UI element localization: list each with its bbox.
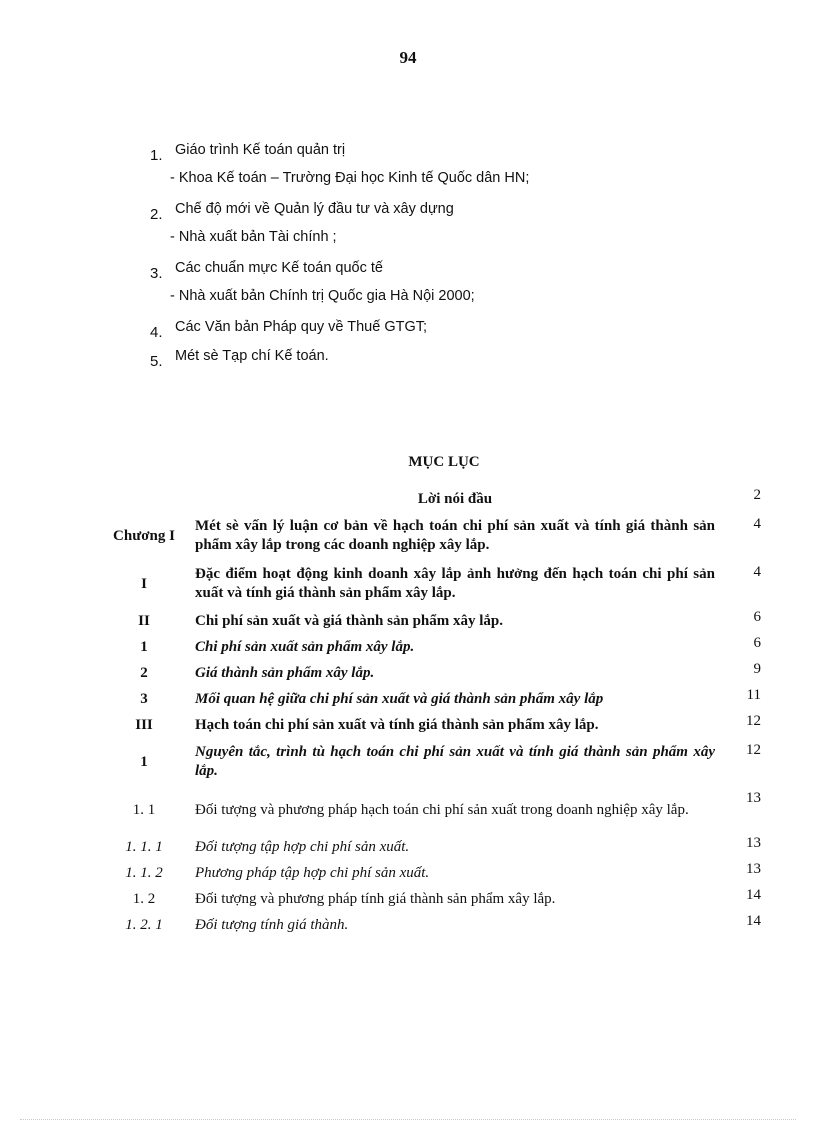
toc-page: 12 (746, 742, 761, 758)
page-number: 94 (399, 48, 417, 67)
toc-entry: Đối tượng tính giá thành. (195, 916, 349, 933)
toc-row (103, 486, 761, 512)
toc-entry: Phương pháp tập hợp chi phí sản xuất. (195, 864, 430, 881)
toc-entry: Chi phí sản xuất sản phẩm xây lắp. (195, 638, 415, 655)
toc-page: 6 (753, 635, 761, 651)
reference-title: Mét sè Tạp chí Kế toán. (175, 348, 329, 364)
toc-label: 1. 1 (132, 801, 156, 818)
toc-row (103, 608, 761, 634)
page-bottom-divider (20, 1119, 796, 1120)
reference-number: 5. (150, 353, 163, 370)
toc-row (103, 660, 761, 686)
toc-page: 11 (746, 687, 761, 703)
toc-page: 4 (753, 516, 761, 532)
toc-row (103, 786, 761, 834)
toc-label: 3 (140, 690, 148, 707)
reference-item-2 (150, 199, 710, 228)
toc-page: 13 (746, 790, 761, 806)
reference-item-3 (150, 258, 710, 287)
toc-label: 1. 2 (132, 890, 156, 907)
toc-label: Chương I (113, 527, 175, 544)
toc-row (103, 712, 761, 738)
reference-publisher: - Nhà xuất bản Chính trị Quốc gia Hà Nội 2000; (170, 288, 475, 304)
toc-label: 1. 2. 1 (125, 916, 163, 933)
toc-row (103, 634, 761, 660)
toc-entry: Đối tượng và phương pháp tính giá thành sản phẩm xây lắp. (195, 890, 556, 907)
toc-page: 4 (753, 564, 761, 580)
reference-title: Các Văn bản Pháp quy về Thuế GTGT; (175, 319, 428, 335)
toc-page: 14 (746, 887, 761, 903)
toc-row (103, 886, 761, 912)
toc-entry: Giá thành sản phẩm xây lắp. (195, 664, 375, 681)
reference-title: Chế độ mới về Quản lý đầu tư và xây dựng (175, 201, 454, 217)
reference-item-4 (150, 317, 710, 346)
toc-row (103, 738, 761, 786)
reference-number: 1. (150, 147, 163, 164)
toc-entry: Hạch toán chi phí sản xuất và tính giá thành sản phẩm xây lắp. (195, 716, 599, 733)
toc-label: 2 (140, 664, 148, 681)
toc-page: 13 (746, 861, 761, 877)
reference-number: 3. (150, 265, 163, 282)
toc-entry: Mối quan hệ giữa chi phí sản xuất và giá thành sản phẩm xây lắp (195, 690, 604, 707)
toc-label: III (135, 716, 153, 733)
toc-entry: Nguyên tắc, trình tù hạch toán chi phí sản xuất và tính giá thành sản phẩm xây lắp. (195, 744, 715, 779)
toc-page: 9 (753, 661, 761, 677)
table-of-contents (103, 486, 761, 938)
toc-label: I (141, 575, 147, 592)
toc-row (103, 912, 761, 938)
reference-title: Các chuẩn mực Kế toán quốc tế (175, 260, 383, 276)
reference-title: Giáo trình Kế toán quản trị (175, 142, 346, 158)
toc-label: 1 (140, 753, 148, 770)
toc-entry: Lời nói đầu (417, 490, 493, 507)
toc-entry: Chi phí sản xuất và giá thành sản phẩm xây lắp. (195, 612, 504, 629)
toc-page: 14 (746, 913, 761, 929)
toc-label (103, 486, 185, 512)
reference-publisher: - Khoa Kế toán – Trường Đại học Kinh tế Quốc dân HN; (170, 170, 530, 186)
toc-row (103, 860, 761, 886)
toc-entry: Đối tượng tập hợp chi phí sản xuất. (195, 838, 410, 855)
toc-entry: Đối tượng và phương pháp hạch toán chi phí sản xuất trong doanh nghiệp xây lắp. (195, 801, 689, 818)
toc-entry: Đặc điểm hoạt động kinh doanh xây lắp ảnh hưởng đến hạch toán chi phí sản xuất và tính giá thành sản phẩm xây lắp. (195, 566, 715, 601)
toc-label: II (138, 612, 150, 629)
toc-page: 6 (753, 609, 761, 625)
reference-number: 4. (150, 324, 163, 341)
reference-item-5 (150, 346, 710, 375)
reference-number: 2. (150, 206, 163, 223)
toc-page: 13 (746, 835, 761, 851)
toc-row (103, 560, 761, 608)
reference-item-1 (150, 140, 710, 169)
toc-label: 1. 1. 1 (125, 838, 163, 855)
toc-page: 12 (746, 713, 761, 729)
references-list (150, 140, 710, 375)
toc-row (103, 512, 761, 560)
toc-row (103, 834, 761, 860)
toc-title: MỤC LỤC (408, 454, 480, 470)
reference-publisher: - Nhà xuất bản Tài chính ; (170, 229, 337, 245)
toc-page: 2 (753, 487, 761, 503)
toc-label: 1. 1. 2 (125, 864, 163, 881)
toc-label: 1 (140, 638, 148, 655)
toc-row (103, 686, 761, 712)
toc-entry: Mét sè vấn lý luận cơ bản về hạch toán chi phí sản xuất và tính giá thành sản phẩm xây lắp trong các doanh nghiệp xây lắp. (195, 518, 715, 553)
